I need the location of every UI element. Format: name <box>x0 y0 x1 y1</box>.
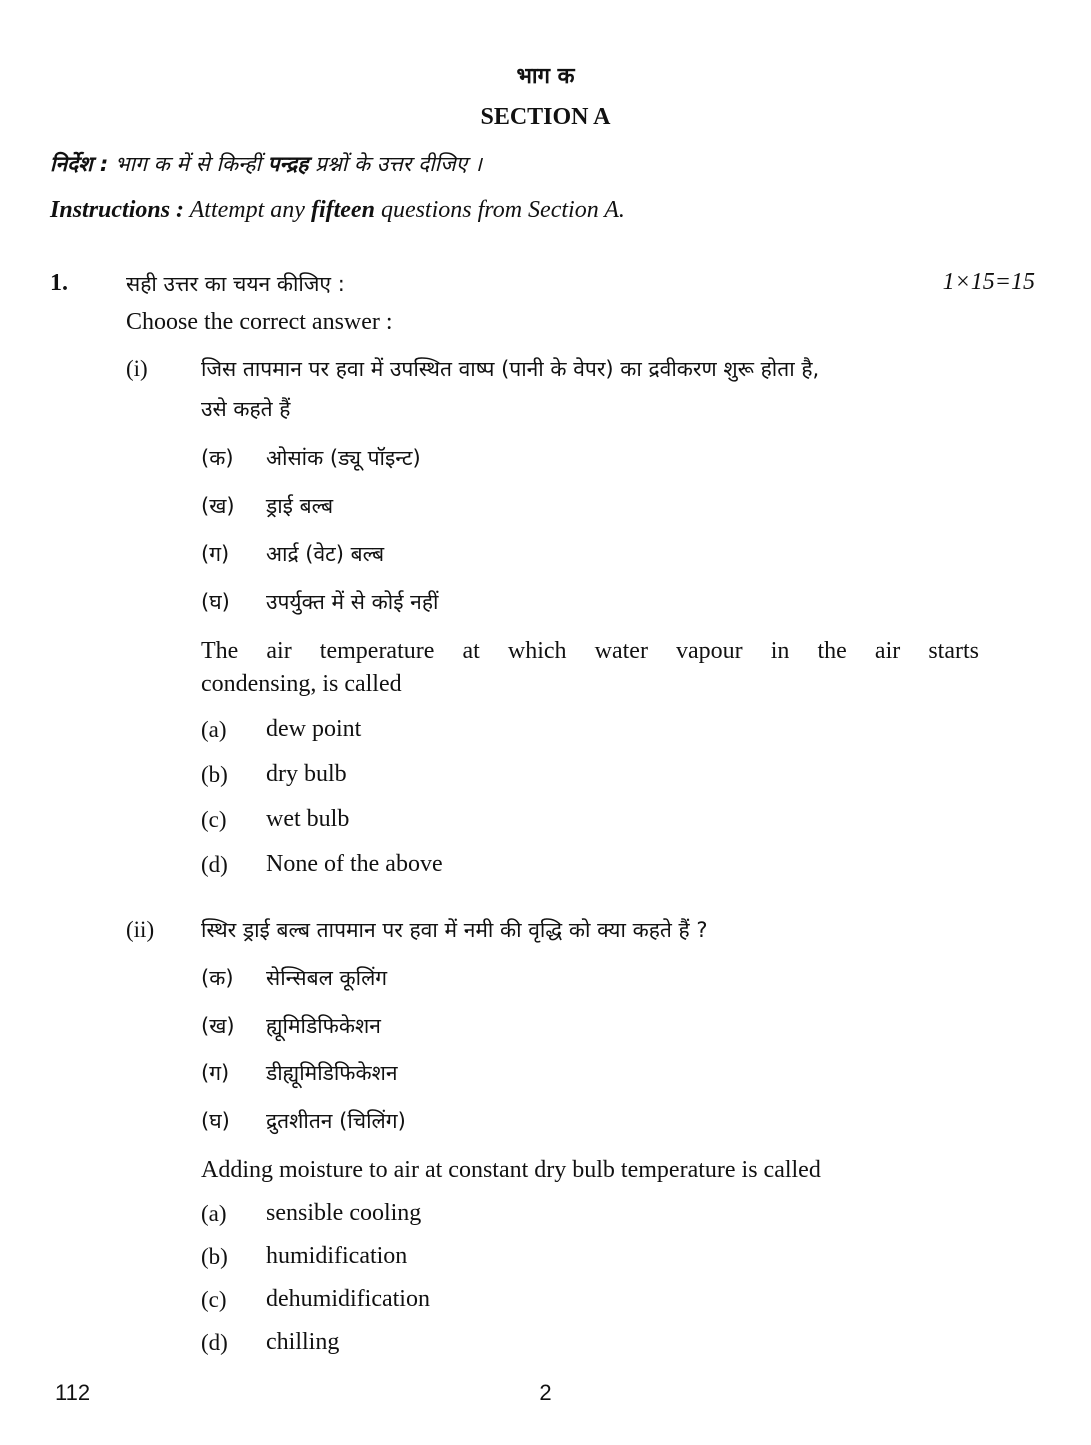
directions-hindi-post: प्रश्नों के उत्तर दीजिए । <box>315 152 482 176</box>
option-text: द्रुतशीतन (चिलिंग) <box>266 1109 406 1133</box>
option-text: sensible cooling <box>266 1200 422 1226</box>
part-stem-hindi: जिस तापमान पर हवा में उपस्थित वाष्प (पानी के वेपर) का द्रवीकरण शुरू होता है, <box>201 357 820 381</box>
directions-english-post: questions from Section A. <box>380 197 625 223</box>
directions-hindi-pre: भाग क में से किन्हीं <box>114 152 261 176</box>
part-stem-english: Adding moisture to air at constant dry bulb temperature is called <box>201 1157 821 1183</box>
option-text: ड्राई बल्ब <box>266 494 334 518</box>
option-label: (b) <box>201 762 228 787</box>
option-label: (a) <box>201 717 227 742</box>
option-label: (ग) <box>201 1061 230 1085</box>
option-label: (d) <box>201 1330 228 1355</box>
option-label: (ख) <box>201 494 235 518</box>
part-stem-hindi-cont: उसे कहते हैं <box>201 397 291 421</box>
directions-hindi <box>50 150 482 178</box>
section-title-hindi: भाग क <box>516 64 575 89</box>
question-prompt-english: Choose the correct answer : <box>126 309 393 335</box>
option-label: (d) <box>201 852 228 877</box>
option-text: dehumidification <box>266 1286 430 1312</box>
directions-english <box>50 197 625 224</box>
question-prompt-hindi: सही उत्तर का चयन कीजिए : <box>126 272 345 296</box>
directions-hindi-label: निर्देश : <box>50 152 109 176</box>
directions-english-bold: fifteen <box>310 197 375 223</box>
section-title: SECTION A <box>480 104 611 130</box>
option-label: (ग) <box>201 542 230 566</box>
option-text: ह्यूमिडिफिकेशन <box>266 1014 381 1038</box>
option-text: ओसांक (ड्यू पॉइन्ट) <box>266 446 421 470</box>
part-label: (ii) <box>126 917 155 942</box>
option-label: (a) <box>201 1201 227 1226</box>
option-text: None of the above <box>266 851 443 877</box>
option-text: डीह्यूमिडिफिकेशन <box>266 1061 398 1085</box>
directions-hindi-bold: पन्द्रह <box>267 152 309 176</box>
option-text: dew point <box>266 716 362 742</box>
option-text: wet bulb <box>266 806 350 832</box>
question-marks: 1×15=15 <box>942 269 1035 295</box>
option-text: आर्द्र (वेट) बल्ब <box>266 542 385 566</box>
part-label: (i) <box>126 356 148 381</box>
option-text: उपर्युक्त में से कोई नहीं <box>266 590 439 614</box>
option-label: (क) <box>201 446 234 470</box>
directions-english-label: Instructions : <box>50 197 185 223</box>
option-label: (घ) <box>201 590 230 614</box>
option-text: सेन्सिबल कूलिंग <box>266 966 388 990</box>
option-text: chilling <box>266 1329 340 1355</box>
part-stem-english: The air temperature at which water vapour in the air starts <box>201 638 979 664</box>
option-label: (क) <box>201 966 234 990</box>
question-number: 1. <box>50 270 68 296</box>
option-label: (b) <box>201 1244 228 1269</box>
option-label: (घ) <box>201 1109 230 1133</box>
option-label: (ख) <box>201 1014 235 1038</box>
part-stem-hindi: स्थिर ड्राई बल्ब तापमान पर हवा में नमी की वृद्धि को क्या कहते हैं ? <box>201 918 708 942</box>
option-text: dry bulb <box>266 761 347 787</box>
option-text: humidification <box>266 1243 408 1269</box>
paper-code: 112 <box>55 1380 91 1405</box>
page-number: 2 <box>539 1380 552 1405</box>
part-stem-english-cont: condensing, is called <box>201 671 402 697</box>
directions-english-pre: Attempt any <box>189 197 305 223</box>
option-label: (c) <box>201 807 227 832</box>
option-label: (c) <box>201 1287 227 1312</box>
